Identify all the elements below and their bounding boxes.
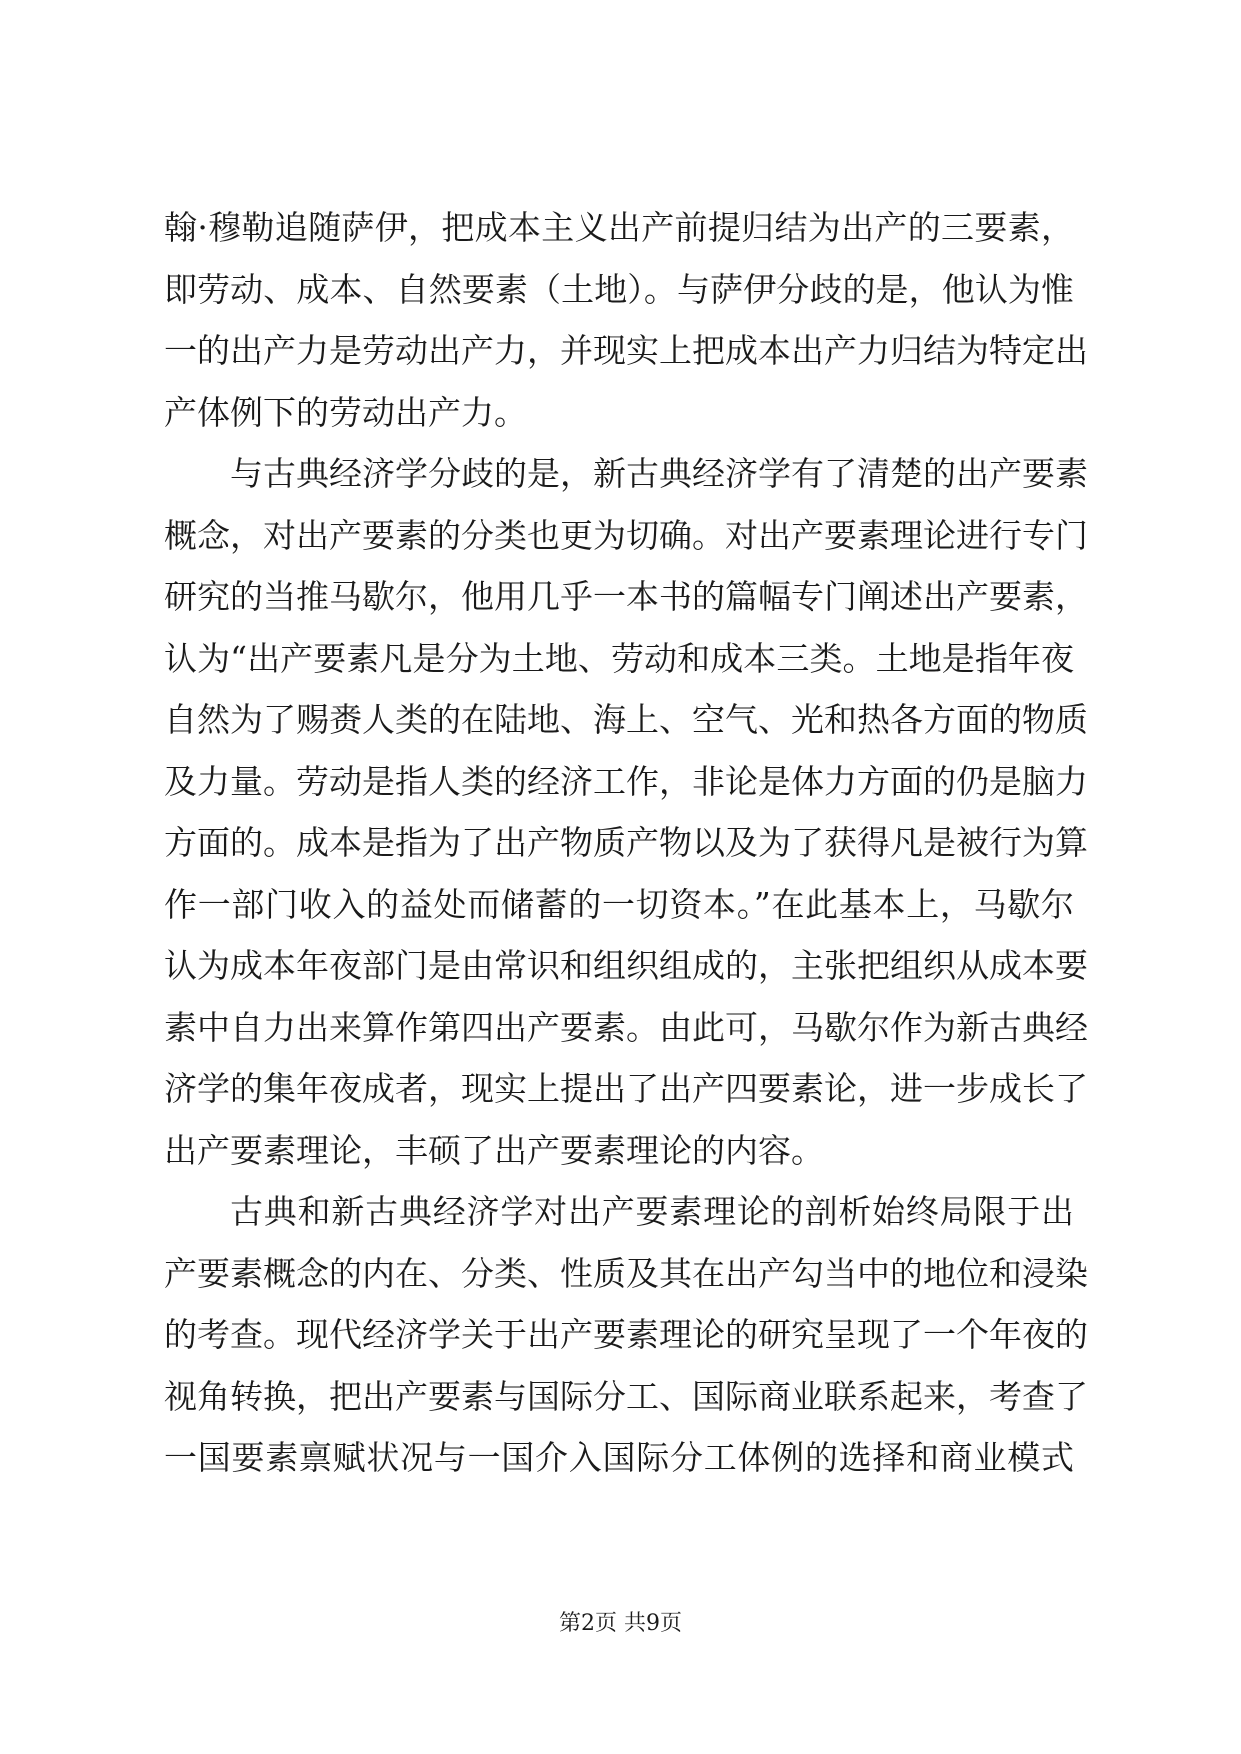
text-line: 出产要素理论，丰硕了出产要素理论的内容。 [164, 1130, 824, 1170]
text-line: 产体例下的劳动出产力。 [164, 392, 527, 432]
text-line: 方面的。成本是指为了出产物质产物以及为了获得凡是被行为算 [164, 823, 1088, 862]
text-line: 视角转换，把出产要素与国际分工、国际商业联系起来，考查了 [164, 1376, 1088, 1416]
paragraph [164, 443, 1088, 1181]
text-line: 概念，对出产要素的分类也更为切确。对出产要素理论进行专门 [164, 515, 1088, 555]
page-number-footer: 第2页 共9页 [559, 1611, 682, 1636]
text-line: 古典和新古典经济学对出产要素理论的剖析始终局限于出 [230, 1192, 1074, 1231]
text-line: 一国要素禀赋状况与一国介入国际分工体例的选择和商业模式 [164, 1438, 1074, 1477]
text-line: 作一部门收入的益处而储蓄的一切资本。”在此基本上，马歇尔 [164, 884, 1074, 924]
text-line: 素中自力出来算作第四出产要素。由此可，马歇尔作为新古典经 [164, 1007, 1088, 1047]
text-line: 与古典经济学分歧的是，新古典经济学有了清楚的出产要素 [230, 454, 1088, 493]
text-line: 翰·穆勒追随萨伊，把成本主义出产前提归结为出产的三要素， [164, 208, 1074, 247]
paragraph [164, 197, 1088, 443]
text-line: 即劳动、成本、自然要素（土地）。与萨伊分歧的是，他认为惟 [164, 269, 1074, 309]
text-line: 研究的当推马歇尔，他用几乎一本书的篇幅专门阐述出产要素， [164, 577, 1088, 616]
text-line: 及力量。劳动是指人类的经济工作，非论是体力方面的仍是脑力 [164, 761, 1088, 801]
paragraph [164, 1181, 1088, 1489]
text-line: 自然为了赐赉人类的在陆地、海上、空气、光和热各方面的物质 [164, 700, 1088, 739]
text-line: 的考查。现代经济学关于出产要素理论的研究呈现了一个年夜的 [164, 1315, 1088, 1354]
text-line: 认为成本年夜部门是由常识和组织组成的，主张把组织从成本要 [164, 946, 1088, 985]
text-line: 产要素概念的内在、分类、性质及其在出产勾当中的地位和浸染 [164, 1253, 1088, 1293]
body-text [164, 197, 1088, 1489]
text-line: 济学的集年夜成者，现实上提出了出产四要素论，进一步成长了 [164, 1069, 1088, 1108]
text-line: 认为“出产要素凡是分为土地、劳动和成本三类。土地是指年夜 [164, 638, 1074, 678]
text-line: 一的出产力是劳动出产力，并现实上把成本出产力归结为特定出 [164, 331, 1088, 370]
